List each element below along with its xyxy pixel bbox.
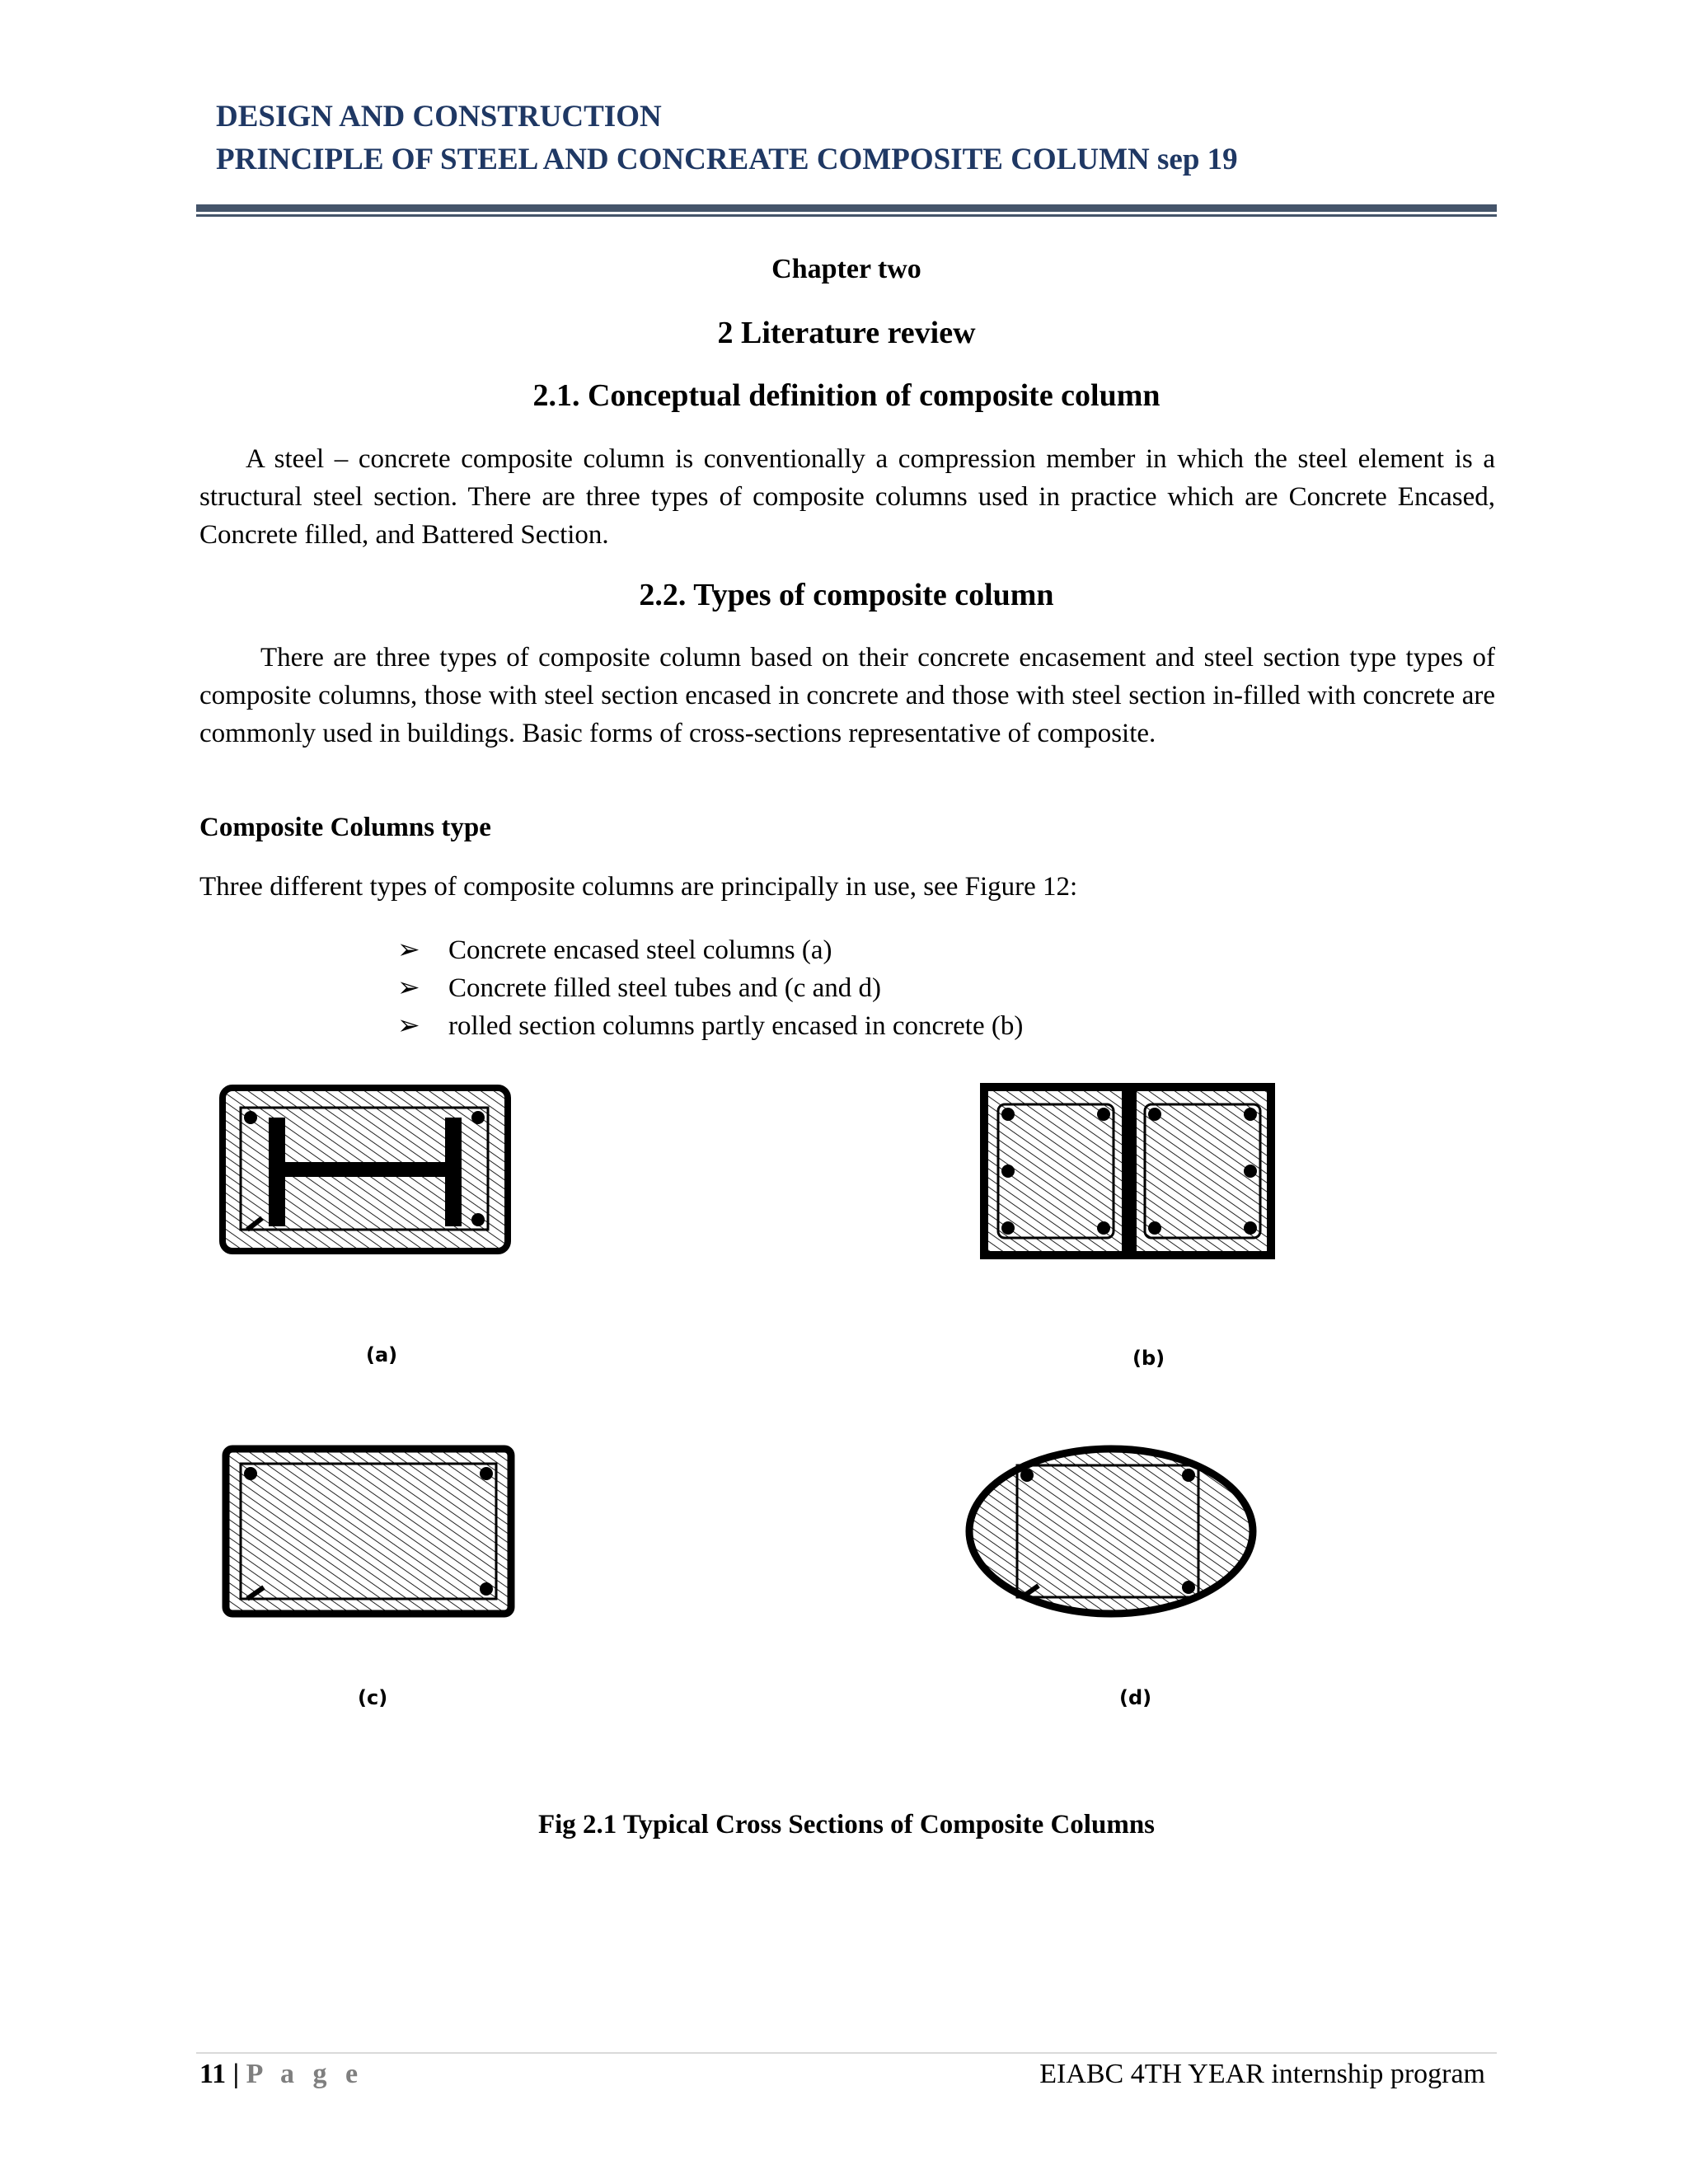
section-2-2-heading: 2.2. Types of composite column — [639, 578, 1054, 612]
list-item-text: Concrete encased steel columns (a) — [448, 935, 832, 965]
page-separator: | — [232, 2059, 240, 2089]
header-rule-thin — [196, 214, 1497, 217]
cross-section-b-figure — [977, 1080, 1278, 1263]
list-item-text: rolled section columns partly encased in concrete (b) — [448, 1011, 1024, 1041]
column-types-list — [397, 931, 1023, 1045]
header-title-line1: DESIGN AND CONSTRUCTION — [216, 100, 662, 134]
header-title-line2: PRINCIPLE OF STEEL AND CONCREATE COMPOSITE COLUMN sep 19 — [216, 143, 1238, 176]
figure-caption: Fig 2.1 Typical Cross Sections of Composite Columns — [537, 1810, 1156, 1840]
arrow-bullet-icon: ➢ — [397, 1011, 420, 1041]
section-2-1-text: A steel – concrete composite column is conventionally a compression member in which the steel element is a structural steel section. There are three types of composite columns used in practice which are Concrete Encased, Concrete filled, and Battered Section. — [199, 444, 1495, 550]
header-rule-thick — [196, 204, 1497, 212]
figure-label-c: (c) — [358, 1686, 388, 1709]
figure-label-d: (d) — [1119, 1686, 1152, 1709]
list-item — [397, 931, 1023, 969]
list-item — [397, 1007, 1023, 1045]
section-title: 2 Literature review — [717, 316, 976, 350]
figure-label-a: (a) — [366, 1343, 398, 1366]
cross-section-c-figure — [219, 1441, 518, 1622]
page-number-value: 11 — [199, 2059, 227, 2089]
section-2-1-paragraph — [199, 440, 1495, 554]
section-2-2-text: There are three types of composite column based on their concrete encasement and steel section type types of composite columns, those with steel section encased in concrete and those with steel section in-filled with concrete are commonly used in buildings. Basic forms of cross-sections representative of composite. — [199, 643, 1495, 748]
cross-section-d-figure — [963, 1441, 1259, 1622]
page-number — [199, 2059, 363, 2090]
figure-intro-text: Three different types of composite columns are principally in use, see Figure 12: — [199, 872, 1078, 902]
section-2-2-paragraph — [199, 639, 1495, 752]
composite-columns-subheading: Composite Columns type — [199, 813, 491, 842]
footer-rule — [196, 2052, 1497, 2054]
figure-label-b: (b) — [1132, 1347, 1165, 1370]
arrow-bullet-icon: ➢ — [397, 935, 420, 965]
page-word: P a g e — [246, 2059, 364, 2089]
section-2-1-heading: 2.1. Conceptual definition of composite column — [532, 378, 1160, 413]
list-item — [397, 969, 1023, 1007]
arrow-bullet-icon: ➢ — [397, 973, 420, 1003]
chapter-label: Chapter two — [771, 254, 921, 284]
list-item-text: Concrete filled steel tubes and (c and d) — [448, 973, 882, 1003]
cross-section-a-figure — [216, 1078, 514, 1261]
footer-program-text: EIABC 4TH YEAR internship program — [1039, 2059, 1485, 2089]
